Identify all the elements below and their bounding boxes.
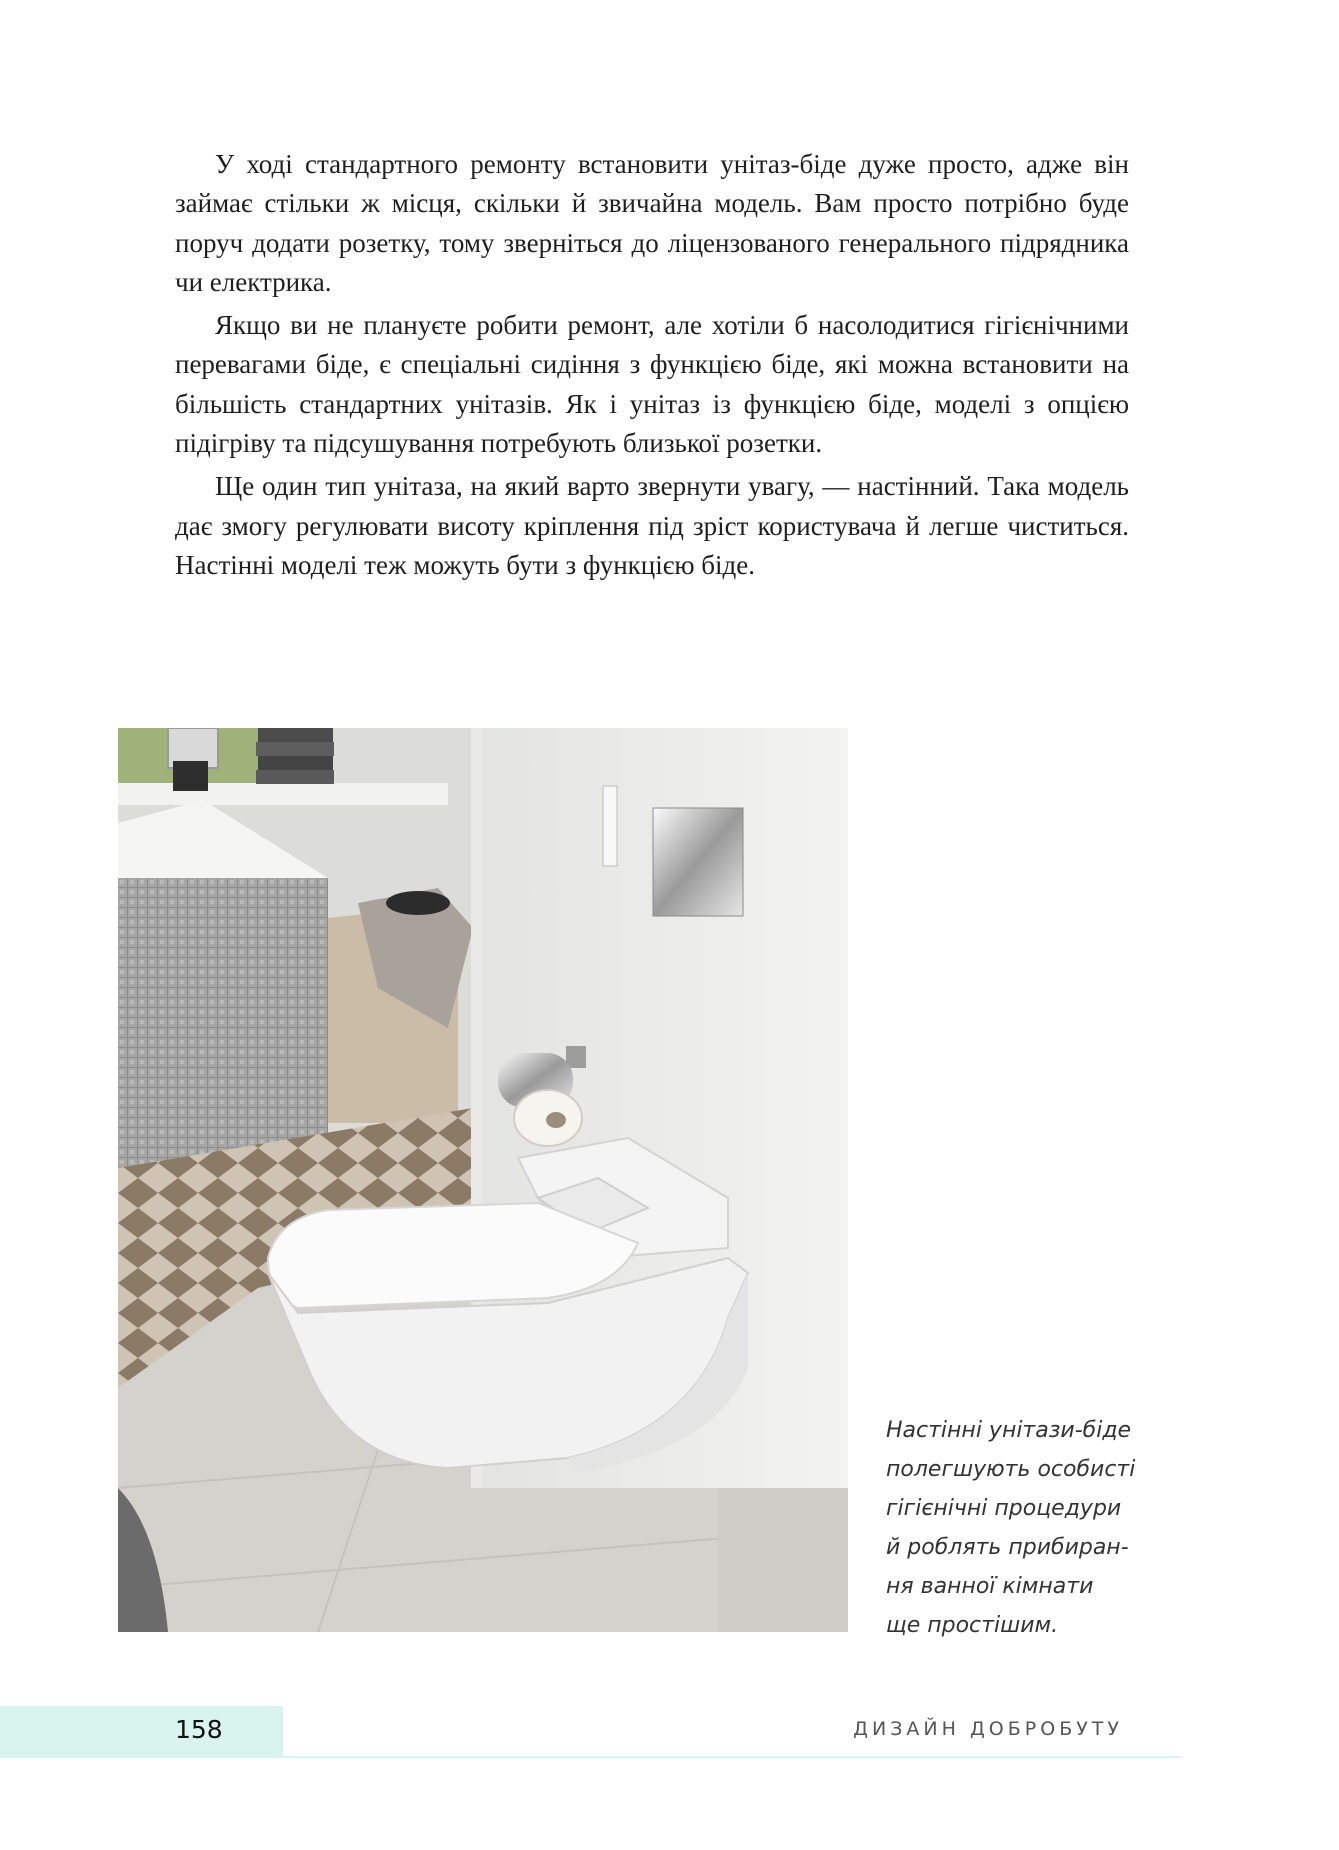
bathroom-photo bbox=[118, 728, 848, 1632]
body-text bbox=[175, 145, 1129, 589]
paragraph-1: У ході стандартного ремонту встановити унітаз-біде дуже просто, адже він займає стільки ж місця, скільки й звичайна модель. Вам просто потрібно буде поруч додати розетку, тому зверніться до ліцензованого генерального підрядника чи електрика. bbox=[175, 149, 1129, 297]
photo-caption bbox=[886, 1411, 1136, 1645]
caption-line: й роблять прибиран- bbox=[886, 1535, 1129, 1560]
caption-line: гігієнічні процедури bbox=[886, 1496, 1122, 1521]
running-head: ДИЗАЙН ДОБРОБУТУ bbox=[853, 1718, 1123, 1740]
caption-line: Настінні унітази-біде bbox=[886, 1418, 1132, 1443]
page-number: 158 bbox=[175, 1715, 223, 1744]
wall-hung-bidet-toilet-illustration bbox=[118, 728, 848, 1632]
caption-line: ще простішим. bbox=[886, 1613, 1059, 1638]
paragraph-2: Якщо ви не плануєте робити ремонт, але хотіли б насолодитися гігієнічними перевагами біде, є спеціальні сидіння з функцією біде, які можна встановити на більшість стандартних унітазів. Як і унітаз із функцією біде, моделі з опцією підігріву та підсушування потребують близької розетки. bbox=[175, 310, 1129, 459]
caption-line: ня ванної кімнати bbox=[886, 1574, 1094, 1599]
footer-divider bbox=[283, 1756, 1181, 1758]
page-number-band bbox=[0, 1706, 283, 1758]
paragraph-3: Ще один тип унітаза, на який варто звернути увагу, — настінний. Така модель дає змогу регулювати висоту кріплення під зріст користувача й легше чиститься. Настінні моделі теж можуть бути з функцією біде. bbox=[175, 471, 1129, 580]
caption-line: полегшують особисті bbox=[886, 1457, 1136, 1482]
